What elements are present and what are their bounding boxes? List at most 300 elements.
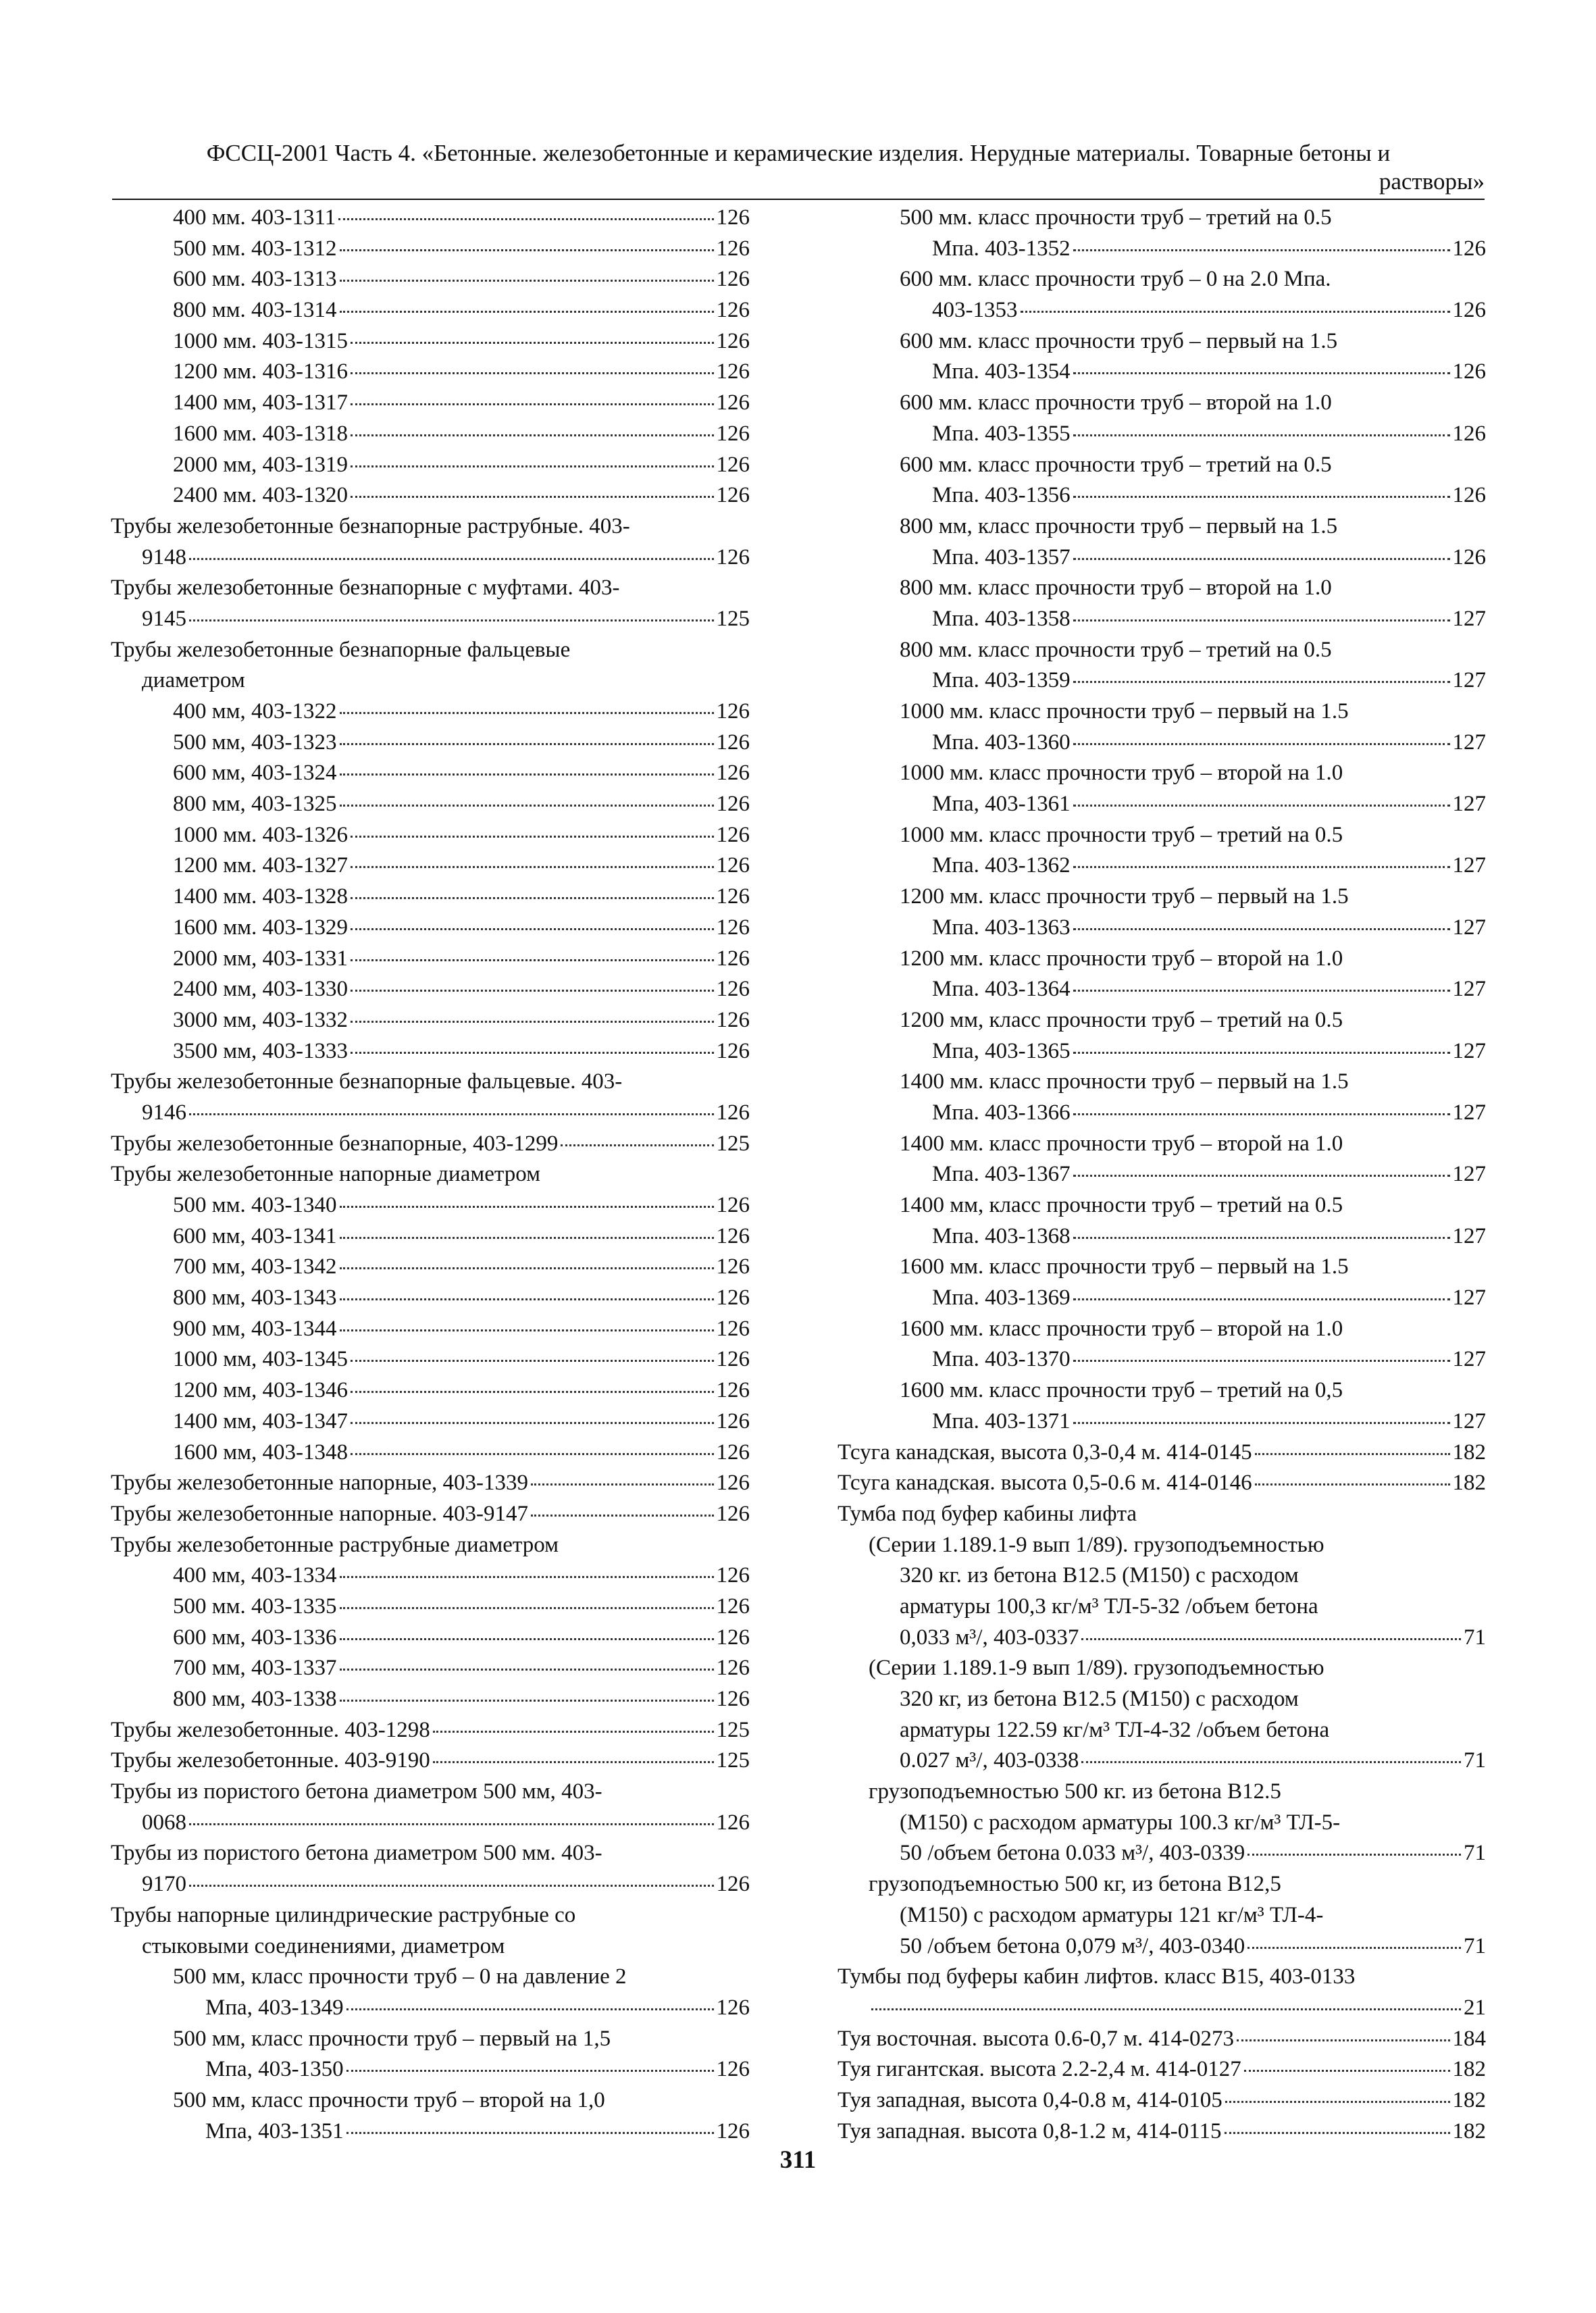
index-entry xyxy=(838,1314,1486,1345)
entry-text: Мпа, 403-1349 xyxy=(205,1995,344,2020)
entry-text: 2000 мм, 403-1319 xyxy=(173,452,349,477)
index-entry xyxy=(838,1808,1486,1839)
index-entry xyxy=(111,388,750,419)
index-entry xyxy=(111,1838,750,1869)
index-entry xyxy=(111,1746,750,1777)
entry-text: (М150) с расходом арматуры 100.3 кг/м³ ТЛ-5- xyxy=(900,1810,1341,1835)
entry-text: 800 мм, 403-1343 xyxy=(173,1286,337,1311)
entry-text: Трубы железобетонные безнапорные с муфтами. 403- xyxy=(111,576,620,601)
index-entry xyxy=(838,1098,1486,1129)
entry-text: Мпа. 403-1369 xyxy=(932,1286,1071,1311)
index-entry xyxy=(838,295,1486,326)
entry-text: 320 кг, из бетона В12.5 (М150) с расходом xyxy=(900,1687,1299,1711)
dot-leader xyxy=(1073,928,1450,930)
entry-text: 700 мм, 403-1337 xyxy=(173,1656,337,1681)
entry-text: 500 мм. 403-1335 xyxy=(173,1594,337,1619)
dot-leader xyxy=(1073,249,1450,251)
entry-text: 50 /объем бетона 0.033 м³/, 403-0339 xyxy=(900,1841,1245,1866)
dot-leader xyxy=(1237,2039,1450,2041)
dot-leader xyxy=(1073,990,1450,992)
index-entry xyxy=(111,1931,750,1962)
index-entry xyxy=(838,1468,1486,1499)
index-entry xyxy=(838,1715,1486,1746)
dot-leader xyxy=(1255,1453,1450,1455)
entry-text: Мпа, 403-1365 xyxy=(932,1038,1071,1063)
entry-text: грузоподъемностью 500 кг. из бетона В12.5 xyxy=(869,1779,1281,1804)
index-entry xyxy=(838,1221,1486,1252)
dot-leader xyxy=(346,2070,714,2072)
entry-page: 127 xyxy=(1452,1223,1486,1248)
index-entry xyxy=(111,944,750,975)
index-entry xyxy=(111,450,750,481)
index-entry xyxy=(838,2024,1486,2055)
entry-text: Мпа. 403-1359 xyxy=(932,668,1071,693)
dot-leader xyxy=(1073,805,1450,807)
dot-leader xyxy=(340,1298,714,1300)
entry-text: 1000 мм. 403-1326 xyxy=(173,822,349,847)
entry-text: Туя восточная. высота 0.6-0,7 м. 414-0273 xyxy=(838,2026,1234,2051)
index-entry xyxy=(838,542,1486,574)
dot-leader xyxy=(351,1453,713,1455)
index-entry xyxy=(838,789,1486,820)
index-entry xyxy=(838,1406,1486,1438)
index-entry xyxy=(838,419,1486,450)
entry-text: 1600 мм. класс прочности труб – первый на 1.5 xyxy=(900,1254,1349,1279)
index-entry xyxy=(111,665,750,696)
entry-text: Мпа, 403-1361 xyxy=(932,792,1071,817)
index-entry xyxy=(838,850,1486,882)
index-entry xyxy=(111,758,750,789)
entry-text: 1200 мм, 403-1346 xyxy=(173,1378,349,1403)
entry-page: 126 xyxy=(716,853,750,878)
index-entry xyxy=(838,1962,1486,1993)
page-number: 311 xyxy=(779,2146,817,2174)
entry-page: 126 xyxy=(1452,359,1486,384)
entry-page: 184 xyxy=(1452,2026,1486,2051)
index-entry xyxy=(111,974,750,1005)
index-entry xyxy=(838,234,1486,265)
entry-page: 127 xyxy=(1452,668,1486,693)
entry-text: Трубы железобетонные безнапорные раструбные. 403- xyxy=(111,513,630,538)
index-entry xyxy=(838,1653,1486,1684)
entry-page: 126 xyxy=(1452,483,1486,508)
index-entry xyxy=(111,326,750,357)
entry-text: 600 мм. класс прочности труб – 0 на 2.0 Мпа. xyxy=(900,267,1331,292)
index-entry xyxy=(838,1036,1486,1067)
dot-leader xyxy=(340,1638,714,1640)
index-entry xyxy=(111,1715,750,1746)
entry-page: 126 xyxy=(716,1193,750,1217)
entry-page: 126 xyxy=(716,1594,750,1619)
entry-text: 9170 xyxy=(142,1872,186,1897)
entry-page: 71 xyxy=(1464,1748,1486,1773)
index-entry xyxy=(838,573,1486,604)
entry-text: 1000 мм. 403-1315 xyxy=(173,328,349,353)
index-entry xyxy=(111,1283,750,1314)
entry-text: Трубы железобетонные напорные диаметром xyxy=(111,1162,540,1187)
dot-leader xyxy=(340,805,714,807)
index-entry xyxy=(111,604,750,635)
dot-leader xyxy=(1255,1483,1450,1485)
index-entry xyxy=(111,1560,750,1592)
entry-text: 1200 мм. 403-1327 xyxy=(173,853,349,878)
entry-text: 9148 xyxy=(142,544,186,569)
entry-text: Мпа. 403-1370 xyxy=(932,1347,1071,1372)
entry-text: 1200 мм. класс прочности труб – первый на 1.5 xyxy=(900,884,1349,909)
entry-text: (Серии 1.189.1-9 вып 1/89). грузоподъемностью xyxy=(869,1532,1324,1557)
dot-leader xyxy=(871,2008,1461,2010)
entry-page: 126 xyxy=(716,1316,750,1341)
entry-text: Мпа. 403-1371 xyxy=(932,1408,1071,1433)
entry-page: 127 xyxy=(1452,1286,1486,1311)
index-entry xyxy=(838,1777,1486,1808)
index-entry xyxy=(111,1530,750,1561)
entry-text: Трубы железобетонные. 403-9190 xyxy=(111,1748,430,1773)
entry-text: 1400 мм. 403-1328 xyxy=(173,884,349,909)
dot-leader xyxy=(189,1885,714,1887)
index-entry xyxy=(111,1869,750,1900)
entry-text: 1400 мм. класс прочности труб – первый на 1.5 xyxy=(900,1069,1349,1094)
entry-text: 500 мм, класс прочности труб – второй на 1,0 xyxy=(173,2087,605,2112)
index-entry xyxy=(111,2024,750,2055)
index-entry xyxy=(838,635,1486,666)
entry-text: 500 мм, класс прочности труб – первый на 1,5 xyxy=(173,2026,611,2051)
entry-text: 0,033 м³/, 403-0337 xyxy=(900,1625,1079,1650)
entry-text: Мпа. 403-1352 xyxy=(932,236,1071,261)
dot-leader xyxy=(351,928,713,930)
dot-leader xyxy=(340,249,714,251)
index-entry xyxy=(838,1592,1486,1623)
dot-leader xyxy=(351,990,713,992)
left-column xyxy=(111,203,750,2147)
entry-text: 500 мм. класс прочности труб – третий на 0.5 xyxy=(900,205,1332,230)
entry-text: 600 мм. класс прочности труб – первый на 1.5 xyxy=(900,328,1338,353)
dot-leader xyxy=(351,372,713,374)
entry-page: 127 xyxy=(1452,1162,1486,1187)
index-entry xyxy=(838,974,1486,1005)
entry-page: 127 xyxy=(1452,1408,1486,1433)
entry-page: 125 xyxy=(716,1717,750,1742)
entry-text: 1600 мм. класс прочности труб – третий на 0,5 xyxy=(900,1378,1343,1403)
dot-leader xyxy=(351,434,713,436)
entry-page: 126 xyxy=(1452,421,1486,446)
entry-page: 126 xyxy=(716,298,750,323)
index-entry xyxy=(111,511,750,542)
dot-leader xyxy=(351,1422,713,1424)
index-entry xyxy=(838,696,1486,728)
dot-leader xyxy=(1244,2070,1450,2072)
entry-text: 1400 мм, класс прочности труб – третий на 0.5 xyxy=(900,1193,1343,1217)
entry-page: 21 xyxy=(1464,1995,1486,2020)
index-entry xyxy=(111,1499,750,1530)
entry-page: 71 xyxy=(1464,1625,1486,1650)
index-entry xyxy=(111,357,750,388)
entry-page: 126 xyxy=(716,328,750,353)
entry-text: 700 мм, 403-1342 xyxy=(173,1254,337,1279)
entry-text: 0.027 м³/, 403-0338 xyxy=(900,1748,1079,1773)
entry-text: (Серии 1.189.1-9 вып 1/89). грузоподъемностью xyxy=(869,1656,1324,1681)
entry-page: 125 xyxy=(716,606,750,631)
entry-text: Мпа. 403-1355 xyxy=(932,421,1071,446)
entry-text: Трубы железобетонные раструбные диаметром xyxy=(111,1532,559,1557)
dot-leader xyxy=(351,342,713,344)
dot-leader xyxy=(351,1052,713,1054)
dot-leader xyxy=(340,280,714,282)
entry-page: 126 xyxy=(716,483,750,508)
entry-page: 126 xyxy=(716,390,750,415)
dot-leader xyxy=(1081,1761,1461,1763)
entry-text: 50 /объем бетона 0,079 м³/, 403-0340 xyxy=(900,1933,1245,1958)
index-entry xyxy=(838,1560,1486,1592)
index-entry xyxy=(111,1036,750,1067)
entry-text: 600 мм. класс прочности труб – третий на 0.5 xyxy=(900,452,1332,477)
index-entry xyxy=(838,1746,1486,1777)
entry-page: 126 xyxy=(716,1007,750,1032)
entry-page: 127 xyxy=(1452,915,1486,940)
dot-leader xyxy=(189,558,714,560)
index-entry xyxy=(838,758,1486,789)
dot-leader xyxy=(1225,2132,1450,2134)
entry-text: 1000 мм, 403-1345 xyxy=(173,1347,349,1372)
dot-leader xyxy=(189,1113,714,1115)
entry-text: Трубы напорные цилиндрические раструбные со xyxy=(111,1902,576,1927)
entry-text: Трубы из пористого бетона диаметром 500 мм. 403- xyxy=(111,1841,602,1866)
dot-leader xyxy=(1073,1360,1450,1362)
entry-text: Мпа. 403-1358 xyxy=(932,606,1071,631)
dot-leader xyxy=(1081,1638,1461,1640)
dot-leader xyxy=(351,465,713,467)
dot-leader xyxy=(1073,619,1450,621)
dot-leader xyxy=(351,897,713,899)
entry-page: 182 xyxy=(1452,2118,1486,2143)
dot-leader xyxy=(1073,681,1450,683)
index-entry xyxy=(838,944,1486,975)
index-entry xyxy=(838,1623,1486,1654)
entry-page: 126 xyxy=(716,946,750,971)
index-entry xyxy=(111,913,750,944)
dot-leader xyxy=(340,1267,714,1269)
entry-text: 800 мм, класс прочности труб – первый на 1.5 xyxy=(900,513,1338,538)
entry-page: 126 xyxy=(716,1223,750,1248)
index-entry xyxy=(111,542,750,574)
entry-text: 1400 мм. класс прочности труб – второй на 1.0 xyxy=(900,1131,1343,1156)
entry-page: 126 xyxy=(716,1254,750,1279)
dot-leader xyxy=(351,866,713,868)
index-entry xyxy=(838,480,1486,511)
entry-page: 126 xyxy=(716,2057,750,2082)
entry-text: Тсуга канадская. высота 0,5-0.6 м. 414-0146 xyxy=(838,1471,1252,1496)
index-entry xyxy=(111,1468,750,1499)
dot-leader xyxy=(1073,866,1450,868)
dot-leader xyxy=(433,1761,714,1763)
entry-text: 400 мм. 403-1311 xyxy=(173,205,336,230)
index-entry xyxy=(111,1098,750,1129)
entry-text: Трубы железобетонные безнапорные фальцевые. 403- xyxy=(111,1069,623,1094)
index-entry xyxy=(838,665,1486,696)
index-entry xyxy=(111,264,750,295)
dot-leader xyxy=(351,496,713,498)
dot-leader xyxy=(351,959,713,961)
entry-page: 126 xyxy=(716,236,750,261)
entry-page: 126 xyxy=(716,699,750,723)
entry-text: арматуры 100,3 кг/м³ ТЛ-5-32 /объем бетона xyxy=(900,1594,1318,1619)
index-entry xyxy=(111,419,750,450)
index-entry xyxy=(111,1993,750,2024)
entry-text: 0068 xyxy=(142,1810,186,1835)
dot-leader xyxy=(338,218,713,220)
dot-leader xyxy=(1073,558,1450,560)
entry-text: 2400 мм. 403-1320 xyxy=(173,483,349,508)
entry-page: 126 xyxy=(716,544,750,569)
entry-page: 127 xyxy=(1452,606,1486,631)
entry-text: Трубы железобетонные. 403-1298 xyxy=(111,1717,430,1742)
entry-page: 182 xyxy=(1452,2057,1486,2082)
entry-page: 127 xyxy=(1452,730,1486,755)
index-entry xyxy=(838,1900,1486,1931)
entry-text: 9146 xyxy=(142,1100,186,1125)
entry-page: 126 xyxy=(716,1656,750,1681)
entry-text: 1000 мм. класс прочности труб – второй на 1.0 xyxy=(900,761,1343,786)
index-entry xyxy=(111,1159,750,1190)
entry-text: Трубы из пористого бетона диаметром 500 мм, 403- xyxy=(111,1779,602,1804)
entry-text: Мпа. 403-1360 xyxy=(932,730,1071,755)
entry-page: 126 xyxy=(716,1471,750,1496)
index-entry xyxy=(838,913,1486,944)
index-entry xyxy=(838,820,1486,851)
entry-text: 2000 мм, 403-1331 xyxy=(173,946,349,971)
dot-leader xyxy=(351,836,713,838)
index-entry xyxy=(838,1005,1486,1036)
entry-page: 126 xyxy=(1452,236,1486,261)
entry-text: Туя гигантская. высота 2.2-2,4 м. 414-0127 xyxy=(838,2057,1241,2082)
entry-text: 1200 мм. класс прочности труб – второй на 1.0 xyxy=(900,946,1343,971)
entry-text: Тсуга канадская, высота 0,3-0,4 м. 414-0145 xyxy=(838,1440,1252,1465)
entry-text: Тумбы под буферы кабин лифтов. класс В15, 403-0133 xyxy=(838,1964,1356,1989)
index-entry xyxy=(111,850,750,882)
index-entry xyxy=(838,264,1486,295)
entry-text: 3500 мм, 403-1333 xyxy=(173,1038,349,1063)
entry-text: Тумба под буфер кабины лифта xyxy=(838,1501,1137,1526)
index-entry xyxy=(111,480,750,511)
right-column xyxy=(838,203,1486,2147)
entry-page: 127 xyxy=(1452,853,1486,878)
entry-page: 126 xyxy=(716,1625,750,1650)
index-entry xyxy=(111,1406,750,1438)
entry-page: 127 xyxy=(1452,792,1486,817)
entry-text: 800 мм, 403-1338 xyxy=(173,1687,337,1711)
index-entry xyxy=(838,1129,1486,1160)
entry-text: 800 мм. класс прочности труб – третий на 0.5 xyxy=(900,637,1332,662)
dot-leader xyxy=(1073,496,1450,498)
entry-text: диаметром xyxy=(142,668,245,693)
index-entry xyxy=(111,1067,750,1098)
dot-leader xyxy=(1021,311,1450,313)
entry-page: 126 xyxy=(716,359,750,384)
entry-page: 126 xyxy=(716,1408,750,1433)
index-entry xyxy=(838,388,1486,419)
entry-text: 1600 мм, 403-1348 xyxy=(173,1440,349,1465)
dot-leader xyxy=(351,1360,713,1362)
entry-text: 320 кг. из бетона В12.5 (М150) с расходом xyxy=(900,1563,1299,1588)
entry-page: 126 xyxy=(716,884,750,909)
index-entry xyxy=(838,1684,1486,1715)
entry-page: 126 xyxy=(716,452,750,477)
entry-text: арматуры 122.59 кг/м³ ТЛ-4-32 /объем бетона xyxy=(900,1717,1330,1742)
index-entry xyxy=(111,1900,750,1931)
index-entry xyxy=(838,1283,1486,1314)
index-entry xyxy=(838,2116,1486,2147)
entry-page: 126 xyxy=(716,822,750,847)
index-entry xyxy=(111,820,750,851)
index-entry xyxy=(838,326,1486,357)
index-entry xyxy=(111,1375,750,1406)
index-entry xyxy=(838,728,1486,759)
index-entry xyxy=(111,1592,750,1623)
entry-text: 3000 мм, 403-1332 xyxy=(173,1007,349,1032)
entry-text: 1600 мм. 403-1329 xyxy=(173,915,349,940)
entry-text: Туя западная. высота 0,8-1.2 м, 414-0115 xyxy=(838,2118,1222,2143)
index-entry xyxy=(838,2085,1486,2116)
index-entry xyxy=(111,1252,750,1283)
dot-leader xyxy=(1247,1947,1461,1949)
entry-page: 126 xyxy=(716,2118,750,2143)
index-entry xyxy=(111,1438,750,1469)
dot-leader xyxy=(340,1237,714,1239)
entry-text: (М150) с расходом арматуры 121 кг/м³ ТЛ-4- xyxy=(900,1902,1324,1927)
entry-page: 126 xyxy=(1452,544,1486,569)
dot-leader xyxy=(1225,2101,1450,2103)
entry-page: 125 xyxy=(716,1748,750,1773)
entry-text: Мпа. 403-1357 xyxy=(932,544,1071,569)
index-entry xyxy=(111,1623,750,1654)
dot-leader xyxy=(351,1391,713,1393)
dot-leader xyxy=(531,1515,714,1517)
header-rule xyxy=(112,199,1485,200)
dot-leader xyxy=(433,1731,714,1733)
dot-leader xyxy=(340,1576,714,1578)
entry-text: Трубы железобетонные напорные, 403-1339 xyxy=(111,1471,528,1496)
entry-text: 600 мм, 403-1324 xyxy=(173,761,337,786)
dot-leader xyxy=(340,743,714,745)
dot-leader xyxy=(346,2008,714,2010)
entry-text: 500 мм, 403-1323 xyxy=(173,730,337,755)
index-entry xyxy=(111,789,750,820)
entry-text: Трубы железобетонные безнапорные, 403-1299 xyxy=(111,1131,559,1156)
entry-text: 800 мм. класс прочности труб – второй на 1.0 xyxy=(900,576,1332,601)
entry-page: 127 xyxy=(1452,977,1486,1002)
entry-text: Мпа. 403-1356 xyxy=(932,483,1071,508)
index-entry xyxy=(838,450,1486,481)
dot-leader xyxy=(1073,1175,1450,1177)
entry-text: 1600 мм. класс прочности труб – второй на 1.0 xyxy=(900,1316,1343,1341)
entry-page: 127 xyxy=(1452,1347,1486,1372)
dot-leader xyxy=(340,773,714,776)
entry-page: 127 xyxy=(1452,1038,1486,1063)
index-entry xyxy=(838,511,1486,542)
entry-page: 126 xyxy=(716,1440,750,1465)
entry-text: 1200 мм, класс прочности труб – третий на 0.5 xyxy=(900,1007,1343,1032)
entry-page: 126 xyxy=(716,421,750,446)
dot-leader xyxy=(340,1329,714,1331)
entry-page: 126 xyxy=(716,730,750,755)
index-entry xyxy=(111,1314,750,1345)
index-entry xyxy=(111,1777,750,1808)
entry-page: 126 xyxy=(716,1563,750,1588)
dot-leader xyxy=(340,1206,714,1208)
entry-text: 600 мм. 403-1313 xyxy=(173,267,337,292)
entry-text: 1200 мм. 403-1316 xyxy=(173,359,349,384)
entry-text: 9145 xyxy=(142,606,186,631)
